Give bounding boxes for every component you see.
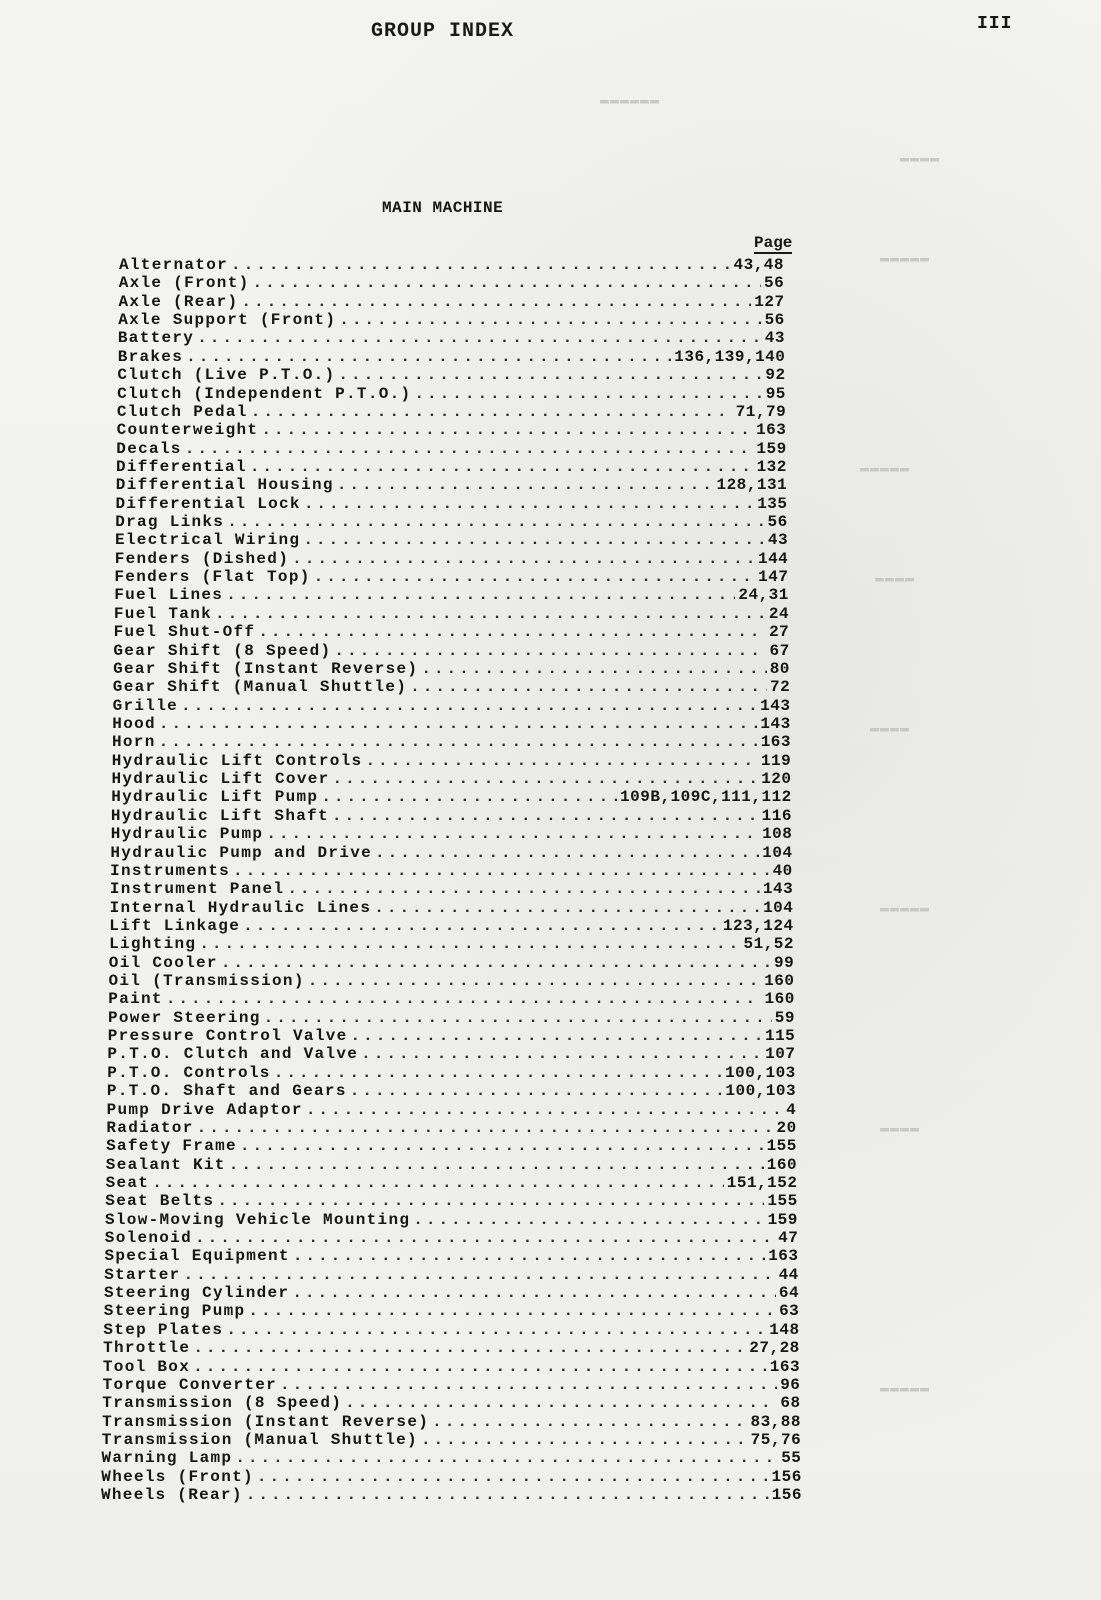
- dot-leader: [264, 1009, 772, 1027]
- index-entry: [102, 1431, 801, 1449]
- entry-name: Instruments: [110, 861, 231, 880]
- index-entry: [104, 1266, 799, 1284]
- entry-name: Gear Shift (8 Speed): [113, 641, 332, 660]
- entry-name: Oil Cooler: [108, 953, 218, 972]
- entry-name: Safety Frame: [106, 1137, 237, 1156]
- entry-name: Axle (Front): [118, 274, 250, 293]
- index-entry: [112, 733, 791, 751]
- index-entry: [113, 678, 790, 696]
- dot-leader: [432, 1413, 747, 1431]
- entry-name: P.T.O. Shaft and Gears: [106, 1082, 347, 1101]
- entry-name: Oil (Transmission): [108, 972, 305, 990]
- entry-page-number: 155: [766, 1137, 797, 1156]
- entry-name: Lift Linkage: [109, 916, 241, 935]
- entry-page-number: 163: [760, 733, 791, 752]
- bleed-through-decoration: ▬▬▬▬▬: [880, 900, 931, 917]
- index-entry: [107, 1101, 797, 1119]
- entry-name: Seat Belts: [105, 1192, 215, 1211]
- index-entry: [109, 954, 794, 972]
- index-entry: [113, 660, 790, 678]
- index-entry: [106, 1137, 797, 1155]
- entry-name: Special Equipment: [104, 1247, 290, 1266]
- bleed-through-decoration: ▬▬▬▬: [870, 720, 911, 737]
- dot-leader: [217, 1192, 764, 1210]
- index-entry: [117, 385, 786, 403]
- index-entry: [102, 1413, 801, 1431]
- index-entry: [105, 1229, 799, 1247]
- entry-page-number: 120: [761, 770, 792, 788]
- index-entry: [107, 1045, 795, 1063]
- index-entry: [112, 715, 790, 733]
- entry-page-number: 27,28: [749, 1339, 800, 1358]
- entry-page-number: 83,88: [750, 1412, 801, 1431]
- dot-leader: [246, 1486, 769, 1504]
- entry-page-number: 56: [764, 311, 785, 330]
- dot-leader: [261, 421, 753, 439]
- index-entry: [103, 1376, 801, 1394]
- entry-name: Torque Converter: [102, 1375, 278, 1394]
- entry-name: Starter: [104, 1265, 181, 1284]
- index-entry: [110, 862, 793, 880]
- dot-leader: [306, 1101, 783, 1119]
- dot-leader: [185, 440, 754, 458]
- dot-leader: [226, 1321, 766, 1339]
- entry-name: Hood: [112, 715, 156, 733]
- entry-name: Step Plates: [103, 1320, 224, 1339]
- dot-leader: [374, 899, 760, 917]
- index-entry: [103, 1321, 799, 1339]
- index-entry: [114, 623, 790, 641]
- entry-page-number: 40: [772, 861, 793, 880]
- index-entry: [119, 274, 785, 292]
- entry-page-number: 123,124: [722, 916, 794, 935]
- entry-page-number: 80: [769, 659, 790, 678]
- section-title: MAIN MACHINE: [382, 199, 504, 217]
- entry-page-number: 104: [763, 898, 794, 917]
- index-entry: [109, 917, 793, 935]
- index-entry: [116, 476, 787, 494]
- bleed-through-decoration: ▬▬▬▬▬▬: [600, 92, 661, 109]
- entry-page-number: 160: [764, 990, 795, 1009]
- entry-name: Paint: [108, 990, 163, 1009]
- index-entry: [111, 807, 792, 825]
- entry-name: Radiator: [106, 1118, 194, 1137]
- dot-leader: [193, 1339, 746, 1357]
- entry-page-number: 64: [778, 1284, 800, 1303]
- index-entry: [107, 1064, 796, 1082]
- index-entry: [119, 256, 784, 274]
- dot-leader: [413, 1211, 764, 1229]
- dot-leader: [414, 385, 762, 403]
- index-entry: [110, 844, 792, 862]
- dot-leader: [231, 256, 730, 274]
- bleed-through-decoration: ▬▬▬▬: [875, 570, 916, 587]
- entry-name: Power Steering: [108, 1008, 261, 1027]
- index-entry: [116, 495, 788, 513]
- entry-name: Differential: [116, 457, 247, 476]
- bleed-through-decoration: ▬▬▬▬▬: [880, 250, 931, 267]
- dot-leader: [410, 678, 767, 696]
- index-entry: [115, 531, 788, 549]
- entry-page-number: 43: [764, 329, 785, 348]
- entry-page-number: 159: [767, 1210, 798, 1229]
- index-entry: [113, 697, 791, 715]
- entry-page-number: 67: [769, 641, 790, 660]
- entry-name: Counterweight: [116, 421, 259, 440]
- index-entry: [105, 1192, 797, 1210]
- dot-leader: [193, 1358, 767, 1376]
- entry-page-number: 116: [761, 806, 792, 825]
- entry-name: Axle Support (Front): [118, 311, 337, 330]
- index-entry: [114, 586, 789, 604]
- index-entry: [108, 1027, 796, 1045]
- entry-page-number: 155: [767, 1192, 798, 1211]
- entry-name: Pressure Control Valve: [107, 1027, 348, 1045]
- dot-leader: [197, 329, 762, 347]
- entry-name: Drag Links: [115, 513, 225, 531]
- entry-page-number: 128,131: [716, 476, 788, 495]
- dot-leader: [321, 788, 617, 806]
- entry-name: Grille: [112, 696, 179, 715]
- dot-leader: [339, 311, 761, 329]
- entry-page-number: 95: [765, 384, 786, 403]
- index-entry: [104, 1284, 799, 1302]
- dot-leader: [351, 1027, 762, 1045]
- entry-page-number: 109B,109C,111,112: [620, 788, 792, 807]
- index-entry: [109, 972, 795, 990]
- dot-leader: [248, 1302, 776, 1320]
- entry-page-number: 148: [769, 1320, 800, 1339]
- entry-name: Solenoid: [104, 1229, 193, 1247]
- dot-leader: [199, 935, 740, 953]
- index-entry: [105, 1247, 799, 1265]
- entry-page-number: 160: [766, 1155, 798, 1174]
- entry-name: Alternator: [119, 256, 229, 274]
- dot-leader: [227, 513, 764, 531]
- index-entry: [106, 1156, 797, 1174]
- entry-page-number: 143: [760, 696, 791, 715]
- entry-name: Steering Pump: [103, 1302, 246, 1321]
- entry-name: Axle (Rear): [118, 292, 239, 311]
- entry-name: Fuel Tank: [113, 604, 213, 623]
- entry-page-number: 43,48: [733, 256, 784, 274]
- dot-leader: [350, 1082, 723, 1100]
- dot-leader: [184, 1266, 776, 1284]
- entry-page-number: 147: [758, 568, 789, 587]
- dot-leader: [375, 844, 759, 862]
- dot-leader: [421, 660, 766, 678]
- entry-name: Battery: [117, 329, 195, 348]
- entry-page-number: 47: [778, 1229, 799, 1247]
- entry-name: Fuel Shut-Off: [113, 623, 256, 642]
- entry-name: Internal Hydraulic Lines: [109, 898, 372, 917]
- dot-leader: [250, 458, 754, 476]
- dot-leader: [195, 1229, 775, 1247]
- entry-name: Hydraulic Pump: [110, 825, 264, 844]
- entry-page-number: 143: [760, 715, 791, 733]
- entry-name: Hydraulic Lift Controls: [111, 751, 363, 770]
- entry-name: Gear Shift (Instant Reverse): [113, 659, 419, 678]
- entry-name: Electrical Wiring: [115, 531, 301, 550]
- index-entry: [114, 605, 789, 623]
- entry-page-number: 68: [780, 1394, 801, 1413]
- dot-leader: [266, 825, 759, 843]
- entry-page-number: 24: [768, 604, 790, 623]
- dot-leader: [166, 990, 762, 1008]
- entry-page-number: 151,152: [726, 1173, 798, 1192]
- dot-leader: [293, 1247, 765, 1265]
- index-entry: [111, 825, 793, 843]
- index-entry: [118, 348, 786, 366]
- dot-leader: [314, 568, 756, 586]
- entry-name: Hydraulic Lift Shaft: [110, 806, 329, 825]
- dot-leader: [152, 1174, 724, 1192]
- entry-name: Transmission (Instant Reverse): [102, 1412, 430, 1431]
- entry-page-number: 104: [762, 843, 793, 862]
- dot-leader: [292, 1284, 776, 1302]
- entry-name: Brakes: [117, 347, 184, 366]
- entry-name: Steering Cylinder: [104, 1284, 290, 1303]
- index-entry: [107, 1082, 796, 1100]
- entry-page-number: 135: [757, 494, 788, 513]
- dot-leader: [233, 862, 770, 880]
- dot-leader: [181, 697, 757, 715]
- index-entry: [117, 403, 786, 421]
- dot-leader: [304, 495, 754, 513]
- entry-name: Wheels (Front): [101, 1467, 254, 1486]
- dot-leader: [334, 642, 766, 660]
- entry-name: Decals: [116, 439, 182, 458]
- entry-page-number: 136,139,140: [674, 347, 786, 366]
- entry-page-number: 163: [768, 1247, 799, 1266]
- entry-page-number: 44: [778, 1265, 799, 1284]
- dot-leader: [215, 605, 766, 623]
- entry-page-number: 119: [760, 751, 792, 770]
- bleed-through-decoration: ▬▬▬▬▬: [860, 460, 911, 477]
- index-entry: [117, 421, 787, 439]
- entry-page-number: 20: [776, 1118, 797, 1137]
- dot-leader: [303, 531, 765, 549]
- dot-leader: [253, 274, 761, 292]
- entry-name: Slow-Moving Vehicle Mounting: [105, 1210, 411, 1229]
- entry-page-number: 163: [769, 1357, 801, 1376]
- index-entry: [112, 770, 792, 788]
- entry-name: Hydraulic Lift Pump: [111, 788, 319, 807]
- index-entry: [115, 513, 788, 531]
- index-entry: [108, 1009, 795, 1027]
- dot-leader: [226, 586, 735, 604]
- entry-page-number: 156: [771, 1467, 802, 1486]
- entry-page-number: 143: [762, 880, 794, 899]
- page-title: GROUP INDEX: [371, 20, 515, 43]
- entry-name: Instrument Panel: [109, 880, 285, 899]
- entry-name: Clutch (Independent P.T.O.): [117, 384, 412, 403]
- dot-leader: [221, 954, 771, 972]
- entry-name: Clutch (Live P.T.O.): [117, 366, 336, 385]
- entry-page-number: 96: [780, 1375, 801, 1394]
- entry-page-number: 99: [773, 953, 795, 972]
- entry-page-number: 107: [765, 1045, 796, 1064]
- dot-leader: [240, 1137, 764, 1155]
- dot-leader: [361, 1045, 762, 1063]
- entry-page-number: 144: [757, 549, 789, 568]
- index-entry: [111, 788, 792, 806]
- entry-page-number: 71,79: [735, 402, 787, 421]
- bleed-through-decoration: ▬▬▬▬▬: [880, 1380, 931, 1397]
- entry-name: Clutch Pedal: [116, 402, 248, 421]
- index-entry: [110, 899, 794, 917]
- entry-name: Transmission (8 Speed): [102, 1394, 343, 1413]
- entry-name: Hydraulic Pump and Drive: [110, 843, 373, 862]
- entry-page-number: 27: [769, 623, 790, 642]
- index-entry: [105, 1211, 798, 1229]
- dot-leader: [229, 1156, 764, 1174]
- page-number: III: [977, 14, 1013, 34]
- entry-page-number: 115: [764, 1027, 796, 1045]
- entry-name: Pump Drive Adaptor: [106, 1100, 303, 1119]
- entry-page-number: 159: [756, 439, 787, 458]
- dot-leader: [345, 1394, 777, 1412]
- entry-name: Tool Box: [102, 1357, 191, 1376]
- entry-name: Differential Housing: [115, 476, 334, 495]
- entry-name: Fenders (Dished): [114, 549, 290, 568]
- entry-page-number: 100,103: [725, 1063, 796, 1082]
- entry-page-number: 56: [763, 274, 785, 293]
- index-entry: [118, 329, 785, 347]
- dot-leader: [197, 1119, 774, 1137]
- dot-leader: [251, 403, 733, 421]
- index-entry: [113, 642, 789, 660]
- index-entry: [109, 935, 794, 953]
- entry-name: Seat: [105, 1173, 150, 1192]
- index-entry: [118, 311, 785, 329]
- entry-page-number: 127: [754, 292, 785, 311]
- dot-leader: [274, 1064, 722, 1082]
- index-entry: [115, 550, 789, 568]
- dot-leader: [235, 1449, 778, 1467]
- entry-name: Transmission (Manual Shuttle): [101, 1430, 418, 1449]
- entry-name: Throttle: [103, 1339, 191, 1358]
- dot-leader: [186, 348, 671, 366]
- entry-name: Warning Lamp: [101, 1449, 233, 1468]
- entry-page-number: 160: [764, 972, 795, 990]
- entry-page-number: 59: [774, 1008, 795, 1027]
- index-entry: [116, 458, 787, 476]
- dot-leader: [159, 715, 757, 733]
- index-entry: [116, 440, 786, 458]
- entry-name: Gear Shift (Manual Shuttle): [112, 678, 408, 697]
- entry-name: Sealant Kit: [105, 1155, 226, 1174]
- index-entry: [102, 1394, 800, 1412]
- entry-page-number: 75,76: [750, 1430, 802, 1449]
- index-entry: [106, 1174, 798, 1192]
- index-entry: [101, 1468, 802, 1486]
- entry-page-number: 108: [762, 825, 793, 844]
- dot-leader: [332, 807, 759, 825]
- index-entry: [117, 366, 785, 384]
- entry-name: P.T.O. Clutch and Valve: [107, 1045, 359, 1064]
- entry-page-number: 156: [771, 1486, 802, 1504]
- index-entry: [119, 293, 785, 311]
- dot-leader: [292, 550, 755, 568]
- entry-name: Lighting: [109, 935, 197, 954]
- entry-page-number: 43: [767, 531, 789, 550]
- index-entry: [103, 1358, 800, 1376]
- page-column-header: Page: [754, 234, 793, 252]
- entry-name: Differential Lock: [115, 494, 301, 513]
- dot-leader: [308, 972, 761, 990]
- dot-leader: [159, 733, 758, 751]
- dot-leader: [257, 1468, 769, 1486]
- dot-leader: [365, 752, 757, 770]
- index-entry: [103, 1339, 800, 1357]
- index-entry: [114, 568, 788, 586]
- entry-page-number: 100,103: [725, 1082, 797, 1101]
- entry-page-number: 51,52: [743, 935, 794, 954]
- index-entry: [112, 752, 792, 770]
- entry-page-number: 56: [767, 513, 788, 531]
- dot-leader: [287, 880, 760, 898]
- dot-leader: [333, 770, 759, 788]
- index-entry: [101, 1486, 802, 1504]
- dot-leader: [421, 1431, 748, 1449]
- entry-page-number: 92: [765, 366, 786, 385]
- entry-page-number: 132: [756, 457, 787, 476]
- dot-leader: [241, 293, 751, 311]
- dot-leader: [243, 917, 720, 935]
- entry-name: Wheels (Rear): [101, 1486, 243, 1504]
- entry-name: Fenders (Flat Top): [114, 568, 311, 587]
- index-entry: [106, 1119, 796, 1137]
- dot-leader: [280, 1376, 777, 1394]
- index-entry: [102, 1449, 802, 1467]
- index-entry: [104, 1302, 800, 1320]
- entry-page-number: 72: [769, 678, 791, 697]
- entry-name: P.T.O. Controls: [107, 1063, 271, 1082]
- entry-page-number: 24,31: [738, 586, 789, 605]
- entry-name: Fuel Lines: [114, 586, 224, 605]
- dot-leader: [338, 366, 762, 384]
- entry-name: Horn: [112, 733, 156, 752]
- entry-page-number: 163: [756, 421, 787, 440]
- entry-page-number: 4: [786, 1100, 797, 1119]
- index-entry: [108, 990, 795, 1008]
- bleed-through-decoration: ▬▬▬▬: [900, 150, 941, 167]
- index-entry: [110, 880, 793, 898]
- entry-page-number: 63: [779, 1302, 800, 1321]
- entry-page-number: 55: [781, 1449, 802, 1468]
- dot-leader: [337, 476, 714, 494]
- entry-name: Hydraulic Lift Cover: [111, 770, 330, 788]
- dot-leader: [258, 623, 766, 641]
- bleed-through-decoration: ▬▬▬▬: [880, 1120, 921, 1137]
